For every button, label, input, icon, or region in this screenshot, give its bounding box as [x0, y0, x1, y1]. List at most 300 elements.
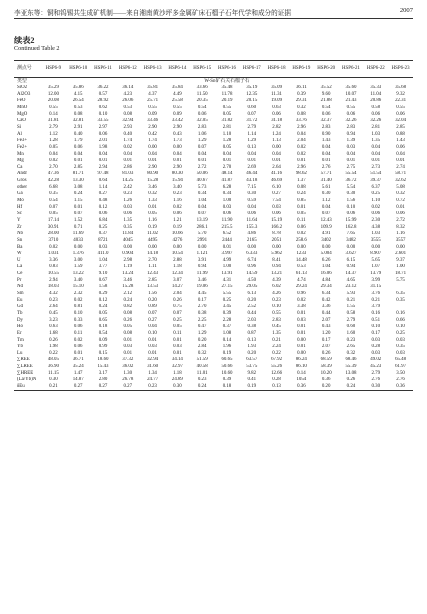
- table-cell: 0.36: [289, 383, 314, 390]
- table-cell: 0.55: [49, 105, 58, 111]
- table-cell: 2.82: [272, 125, 281, 130]
- table-cell: 0.06: [371, 211, 381, 217]
- table-row: [14, 164, 413, 171]
- table-row: [14, 151, 413, 158]
- table-cell: 0.21: [272, 337, 281, 343]
- table-cell: 0.11: [74, 330, 83, 336]
- table-row: [14, 124, 413, 131]
- table-cell: 58.71: [395, 171, 407, 177]
- table-cell: 0.27: [91, 383, 116, 390]
- table-cell: 2.601: [395, 251, 407, 257]
- table-cell: 18.60: [97, 357, 109, 363]
- table-cell: 0.06: [346, 111, 356, 117]
- column-header: HSP6-20: [314, 61, 339, 78]
- table-cell: 215.5: [221, 224, 233, 230]
- page-number: 2007: [399, 7, 413, 14]
- table-cell: 0.00: [123, 244, 133, 250]
- table-cell: 11.04: [370, 91, 382, 97]
- table-cell: 31.40: [320, 178, 332, 184]
- table-cell: 0.24: [339, 383, 364, 390]
- table-cell: 0.02: [297, 144, 306, 150]
- table-cell: 46.69: [271, 178, 283, 184]
- table-cell: 0.94: [272, 264, 281, 270]
- table-cell: 0.01: [123, 350, 133, 356]
- table-cell: 1.74: [123, 138, 133, 144]
- table-cell: 6.02: [272, 284, 281, 290]
- table-cell: 5.73: [197, 184, 207, 190]
- table-cell: 2.85: [73, 164, 83, 170]
- table-cell: 0.04: [247, 204, 257, 210]
- table-cell: 2.70: [148, 257, 157, 263]
- table-cell: 0.57: [98, 91, 108, 97]
- table-cell: 2.65: [346, 344, 356, 350]
- table-cell: 6.68: [49, 184, 58, 190]
- table-cell: 8.907: [370, 251, 382, 257]
- table-cell: 51.59: [196, 357, 208, 363]
- table-cell: 3.36: [49, 257, 58, 263]
- table-cell: 13.22: [72, 271, 84, 277]
- table-cell: 1.16: [173, 198, 182, 204]
- table-cell: 0.03: [148, 344, 157, 350]
- column-header: HSP6-16: [215, 61, 240, 78]
- table-cell: 0.53: [73, 105, 83, 111]
- table-cell: 0.06: [272, 211, 281, 217]
- table-cell: 0.05: [49, 211, 58, 217]
- table-cell: 2165: [246, 237, 257, 243]
- table-cell: 36.72: [345, 178, 357, 184]
- table-cell: 15.99: [345, 217, 357, 223]
- table-cell: 3.17: [98, 370, 108, 376]
- table-cell: 0.07: [321, 211, 331, 217]
- table-cell: 4.37: [148, 91, 157, 97]
- table-cell: 0.07: [148, 310, 157, 316]
- table-cell: 0.64: [98, 178, 108, 184]
- table-row: [14, 291, 413, 298]
- table-cell: 0.19: [148, 224, 157, 230]
- table-cell: 2.85: [396, 125, 405, 130]
- row-label: Gd: [17, 304, 23, 310]
- table-cell: 0.01: [173, 158, 182, 164]
- table-cell: 60.65: [221, 357, 233, 363]
- row-label: W: [17, 251, 22, 257]
- table-cell: 48.05: [47, 357, 59, 363]
- table-cell: 1.29: [197, 138, 207, 144]
- table-cell: 6.35: [396, 291, 405, 297]
- table-cell: 2.79: [247, 125, 257, 130]
- table-cell: 0.62: [98, 105, 108, 111]
- row-label: Fe2+: [17, 144, 28, 150]
- table-cell: 35.29: [47, 85, 59, 91]
- table-cell: 0.10: [148, 330, 157, 336]
- row-label: Tm: [17, 337, 24, 343]
- table-cell: 32.62: [395, 178, 407, 184]
- row-label: Sc: [17, 211, 22, 217]
- table-cell: 35.60: [345, 85, 357, 91]
- table-row: [14, 217, 413, 224]
- table-cell: 0.54: [98, 330, 108, 336]
- table-cell: 1.30: [123, 370, 133, 376]
- table-cell: [388, 304, 413, 311]
- table-cell: 49.02: [370, 357, 382, 363]
- table-row: [14, 251, 413, 258]
- table-cell: 19.06: [196, 284, 208, 290]
- table-cell: 2.90: [173, 164, 182, 170]
- table-cell: 63.57: [246, 357, 258, 363]
- table-cell: 0.01: [272, 158, 281, 164]
- table-row: [14, 317, 413, 324]
- table-row: [14, 171, 413, 178]
- table-cell: 4.31: [222, 277, 232, 283]
- row-label: Ba: [17, 244, 23, 250]
- table-cell: 0.06: [272, 111, 281, 117]
- table-cell: 3.50: [396, 370, 405, 376]
- table-cell: 29.31: [295, 98, 307, 104]
- table-cell: 9.60: [321, 91, 331, 97]
- table-cell: 1233: [296, 251, 307, 257]
- table-cell: 14.48: [295, 257, 307, 263]
- table-cell: 0.55: [272, 310, 281, 316]
- table-cell: 2.07: [321, 317, 331, 323]
- table-cell: 8721: [98, 237, 108, 243]
- table-cell: 53.75: [246, 364, 258, 370]
- table-cell: 0.08: [123, 310, 133, 316]
- table-cell: 0.25: [98, 224, 108, 230]
- table-cell: 1.376: [72, 251, 84, 257]
- table-row: [14, 85, 413, 92]
- table-cell: 5.54: [346, 184, 356, 190]
- table-cell: 0.02: [73, 297, 83, 303]
- table-cell: 0.54: [197, 105, 207, 111]
- table-cell: 0.72: [396, 198, 405, 204]
- table-cell: 1.60: [346, 330, 356, 336]
- table-cell: 3.08: [73, 184, 83, 190]
- table-cell: 2.85: [148, 277, 157, 283]
- table-cell: 0.17: [371, 330, 381, 336]
- table-cell: 2444: [222, 237, 232, 243]
- table-cell: 14.25: [122, 178, 134, 184]
- table-cell: 0.55: [396, 105, 405, 111]
- table-cell: 2.94: [49, 277, 58, 283]
- row-label: Yb: [17, 344, 23, 350]
- table-cell: 2.69: [247, 164, 257, 170]
- table-cell: 0.35: [396, 344, 405, 350]
- table-cell: 33.66: [196, 85, 208, 91]
- table-cell: 47.36: [47, 171, 59, 177]
- table-cell: 9.32: [396, 91, 405, 97]
- table-cell: 2.64: [49, 304, 58, 310]
- row-label: ∑LREE: [17, 364, 33, 370]
- table-cell: 109.9: [320, 224, 332, 230]
- table-cell: 0.90: [321, 131, 331, 137]
- table-cell: 3.46: [148, 184, 157, 190]
- table-cell: 5.61: [321, 184, 331, 190]
- table-row: [14, 105, 413, 112]
- table-cell: 0.01: [396, 158, 405, 164]
- row-label: Ga: [17, 191, 23, 197]
- table-cell: 0.06: [396, 111, 405, 117]
- table-cell: 4033: [73, 237, 84, 243]
- table-cell: 0.27: [115, 383, 140, 390]
- table-cell: 11.50: [196, 91, 208, 97]
- table-cell: 18.03: [47, 284, 59, 290]
- column-header: HSP6-15: [190, 61, 215, 78]
- table-cell: 2.80: [98, 377, 108, 383]
- table-cell: 0.12: [98, 204, 108, 210]
- table-cell: 0.25: [173, 317, 182, 323]
- row-label: ∑HREE: [17, 370, 34, 376]
- table-cell: 0.66: [396, 317, 405, 323]
- table-cell: 0.85: [297, 198, 306, 204]
- table-cell: 61.97: [395, 364, 407, 370]
- table-cell: 162.8: [345, 224, 357, 230]
- table-cell: 0.08: [123, 111, 133, 117]
- table-cell: 13.53: [147, 284, 159, 290]
- table-cell: 35.68: [395, 85, 407, 91]
- table-row: [14, 324, 413, 331]
- table-row: [14, 304, 413, 311]
- table-cell: 42.28: [47, 178, 59, 184]
- table-cell: 0.10: [272, 304, 281, 310]
- table-cell: 50.66: [221, 364, 233, 370]
- table-cell: 0.04: [197, 204, 207, 210]
- table-cell: 5.962: [271, 251, 283, 257]
- table-cell: 0.94: [197, 264, 207, 270]
- table-cell: 0.06: [197, 111, 207, 117]
- table-cell: 81.71: [72, 171, 84, 177]
- table-cell: 0.37: [98, 231, 108, 237]
- table-cell: 0.01: [297, 330, 306, 336]
- table-cell: 0.60: [247, 105, 257, 111]
- table-cell: 0.24: [73, 191, 83, 197]
- table-cell: 0.28: [272, 377, 281, 383]
- table-cell: 0.30: [321, 191, 331, 197]
- table-cell: 2.79: [49, 125, 58, 130]
- table-cell: 1.35: [272, 330, 281, 336]
- table-row: [14, 271, 413, 278]
- table-cell: 1.39: [346, 138, 356, 144]
- table-cell: 1.20: [321, 330, 331, 336]
- table-cell: 1.52: [73, 217, 83, 223]
- table-cell: 0.06: [321, 111, 331, 117]
- table-cell: 0.43: [173, 131, 182, 137]
- table-cell: 0.05: [49, 144, 58, 150]
- table-cell: 0.03: [396, 337, 405, 343]
- table-row: [14, 337, 413, 344]
- table-cell: 1.04: [321, 264, 331, 270]
- table-cell: 2.81: [371, 125, 381, 130]
- table-cell: 2.84: [197, 344, 207, 350]
- table-row: [14, 231, 413, 238]
- table-cell: 0.01: [173, 337, 182, 343]
- table-cell: 4.38: [371, 224, 381, 230]
- table-cell: 61.13: [295, 271, 307, 277]
- table-cell: 3.91: [197, 257, 207, 263]
- table-cell: 36.71: [72, 357, 84, 363]
- table-cell: 4.50: [247, 277, 257, 283]
- table-cell: 0.14: [49, 111, 58, 117]
- table-cell: 0.20: [314, 383, 339, 390]
- table-cell: 33.76: [295, 118, 307, 124]
- table-cell: 0.06: [346, 211, 356, 217]
- table-cell: 1.74: [148, 138, 157, 144]
- table-cell: 0.55: [148, 105, 157, 111]
- type-value: W-Sn矿石关石榴子石: [204, 78, 250, 84]
- table-cell: 36.14: [122, 85, 134, 91]
- table-cell: 0.00: [173, 244, 182, 250]
- table-cell: 1.04: [98, 257, 108, 263]
- table-cell: 5.08: [396, 184, 405, 190]
- table-cell: 1.14: [247, 131, 257, 137]
- table-cell: 0.02: [73, 337, 83, 343]
- table-cell: 4.99: [222, 257, 232, 263]
- table-cell: 12.66: [271, 370, 283, 376]
- table-cell: 1.18: [173, 264, 182, 270]
- table-cell: 0.36: [388, 383, 413, 390]
- table-cell: 7.15: [247, 184, 257, 190]
- row-label: Er: [17, 330, 22, 336]
- table-cell: 6.84: [98, 217, 108, 223]
- table-caption-en: Continued Table 2: [14, 45, 60, 52]
- table-cell: 2.72: [396, 217, 405, 223]
- table-cell: 32.05: [196, 118, 208, 124]
- table-cell: 0.01: [123, 337, 133, 343]
- row-label: Si: [17, 125, 22, 130]
- table-cell: 0.28: [371, 344, 381, 350]
- table-cell: 0.34: [197, 191, 207, 197]
- table-cell: 0.21: [41, 383, 66, 390]
- table-cell: 0.00: [272, 144, 281, 150]
- table-cell: 0.10: [396, 324, 405, 330]
- table-row: [14, 118, 413, 125]
- table-cell: 13.30: [72, 178, 84, 184]
- table-cell: 2.12: [123, 291, 133, 297]
- table-row: [14, 138, 413, 145]
- table-cell: 0.27: [272, 191, 281, 197]
- table-cell: 29.05: [246, 284, 258, 290]
- table-cell: 0.07: [173, 310, 182, 316]
- table-cell: 0.01: [173, 350, 182, 356]
- table-cell: 1.07: [371, 264, 381, 270]
- table-cell: 33.46: [147, 118, 159, 124]
- table-row: [14, 184, 413, 191]
- table-cell: 0.06: [396, 144, 405, 150]
- table-cell: 0.04: [148, 324, 157, 330]
- table-cell: 0.06: [123, 211, 133, 217]
- table-cell: 0.04: [321, 151, 331, 157]
- table-cell: 0.01: [222, 244, 232, 250]
- table-cell: 0.55: [346, 105, 356, 111]
- table-cell: 0.10: [371, 324, 381, 330]
- table-cell: 2.83: [321, 125, 331, 130]
- table-cell: 0.05: [98, 310, 108, 316]
- running-title: 李亚东等：铜和钨锡共生成矿机制——来自湘南黄沙坪多金属矿床石榴子石年代学和成分的证据: [14, 10, 291, 17]
- table-cell: 1.13: [272, 138, 281, 144]
- table-cell: 0.10: [73, 310, 83, 316]
- table-row: [14, 297, 413, 304]
- table-cell: 24.77: [147, 377, 159, 383]
- row-label: Al: [17, 131, 22, 137]
- table-cell: 0.08: [73, 111, 83, 117]
- row-label: δEu: [14, 383, 41, 390]
- table-cell: 1.26: [123, 198, 133, 204]
- table-cell: 4276: [172, 237, 183, 243]
- table-cell: 19.09: [271, 98, 283, 104]
- row-label: CaO: [17, 118, 26, 124]
- table-cell: 4495: [147, 237, 158, 243]
- table-cell: 0.99: [98, 344, 108, 350]
- table-cell: 0.06: [73, 144, 83, 150]
- table-cell: 1.10: [371, 198, 381, 204]
- table-cell: 0.06: [98, 211, 108, 217]
- table-cell: 0.40: [123, 131, 133, 137]
- table-cell: 7.65: [346, 231, 356, 237]
- table-cell: 35.84: [171, 85, 183, 91]
- table-cell: 0.904: [122, 251, 134, 257]
- table-cell: 3.79: [371, 304, 381, 310]
- table-cell: 36.22: [97, 85, 109, 91]
- table-row: [14, 383, 413, 390]
- table-cell: 0.03: [297, 317, 306, 323]
- table-cell: 0.16: [396, 310, 405, 316]
- table-cell: 2.74: [396, 164, 405, 170]
- table-cell: 1.55: [346, 304, 356, 310]
- table-cell: 0.08: [297, 111, 306, 117]
- table-cell: 8.41: [272, 257, 281, 263]
- table-cell: 0.07: [73, 211, 83, 217]
- table-cell: 0.03: [371, 350, 381, 356]
- table-cell: 21.43: [345, 98, 357, 104]
- table-cell: 0.36: [321, 377, 331, 383]
- table-cell: 1.68: [49, 330, 58, 336]
- table-cell: 14.27: [171, 284, 183, 290]
- row-label: MnO: [17, 105, 28, 111]
- table-cell: 0.00: [297, 244, 306, 250]
- table-cell: 2.88: [173, 257, 182, 263]
- table-cell: 11.64: [246, 217, 258, 223]
- table-cell: 0.00: [148, 144, 157, 150]
- table-cell: 0.14: [297, 370, 306, 376]
- table-cell: 80.90: [147, 171, 159, 177]
- table-cell: 35.09: [271, 85, 283, 91]
- table-cell: 2.25: [197, 317, 207, 323]
- table-cell: 2.93: [123, 125, 133, 130]
- table-cell: 13.24: [122, 271, 134, 277]
- table-cell: 0.03: [173, 344, 182, 350]
- row-label: FeO: [17, 98, 26, 104]
- table-cell: 0.03: [123, 204, 133, 210]
- table-cell: 20.86: [370, 98, 382, 104]
- table-cell: 3555: [370, 237, 381, 243]
- table-cell: 43.18: [246, 178, 258, 184]
- table-cell: 68.59: [320, 357, 332, 363]
- table-cell: 0.30: [247, 191, 257, 197]
- column-header: HSP6-18: [264, 61, 289, 78]
- table-cell: 0.30: [49, 377, 58, 383]
- table-row: [14, 277, 413, 284]
- table-cell: 28.92: [97, 98, 109, 104]
- table-cell: 0.01: [197, 158, 207, 164]
- table-cell: 2.75: [346, 164, 356, 170]
- table-cell: 32.26: [370, 118, 382, 124]
- table-cell: 1.43: [321, 138, 331, 144]
- table-cell: 4.86: [247, 231, 257, 237]
- table-cell: 0.04: [173, 151, 182, 157]
- table-cell: 15.10: [72, 284, 84, 290]
- table-cell: 3.76: [371, 291, 381, 297]
- table-row: [14, 144, 413, 151]
- table-cell: 46.44: [246, 171, 258, 177]
- table-cell: 0.27: [148, 317, 157, 323]
